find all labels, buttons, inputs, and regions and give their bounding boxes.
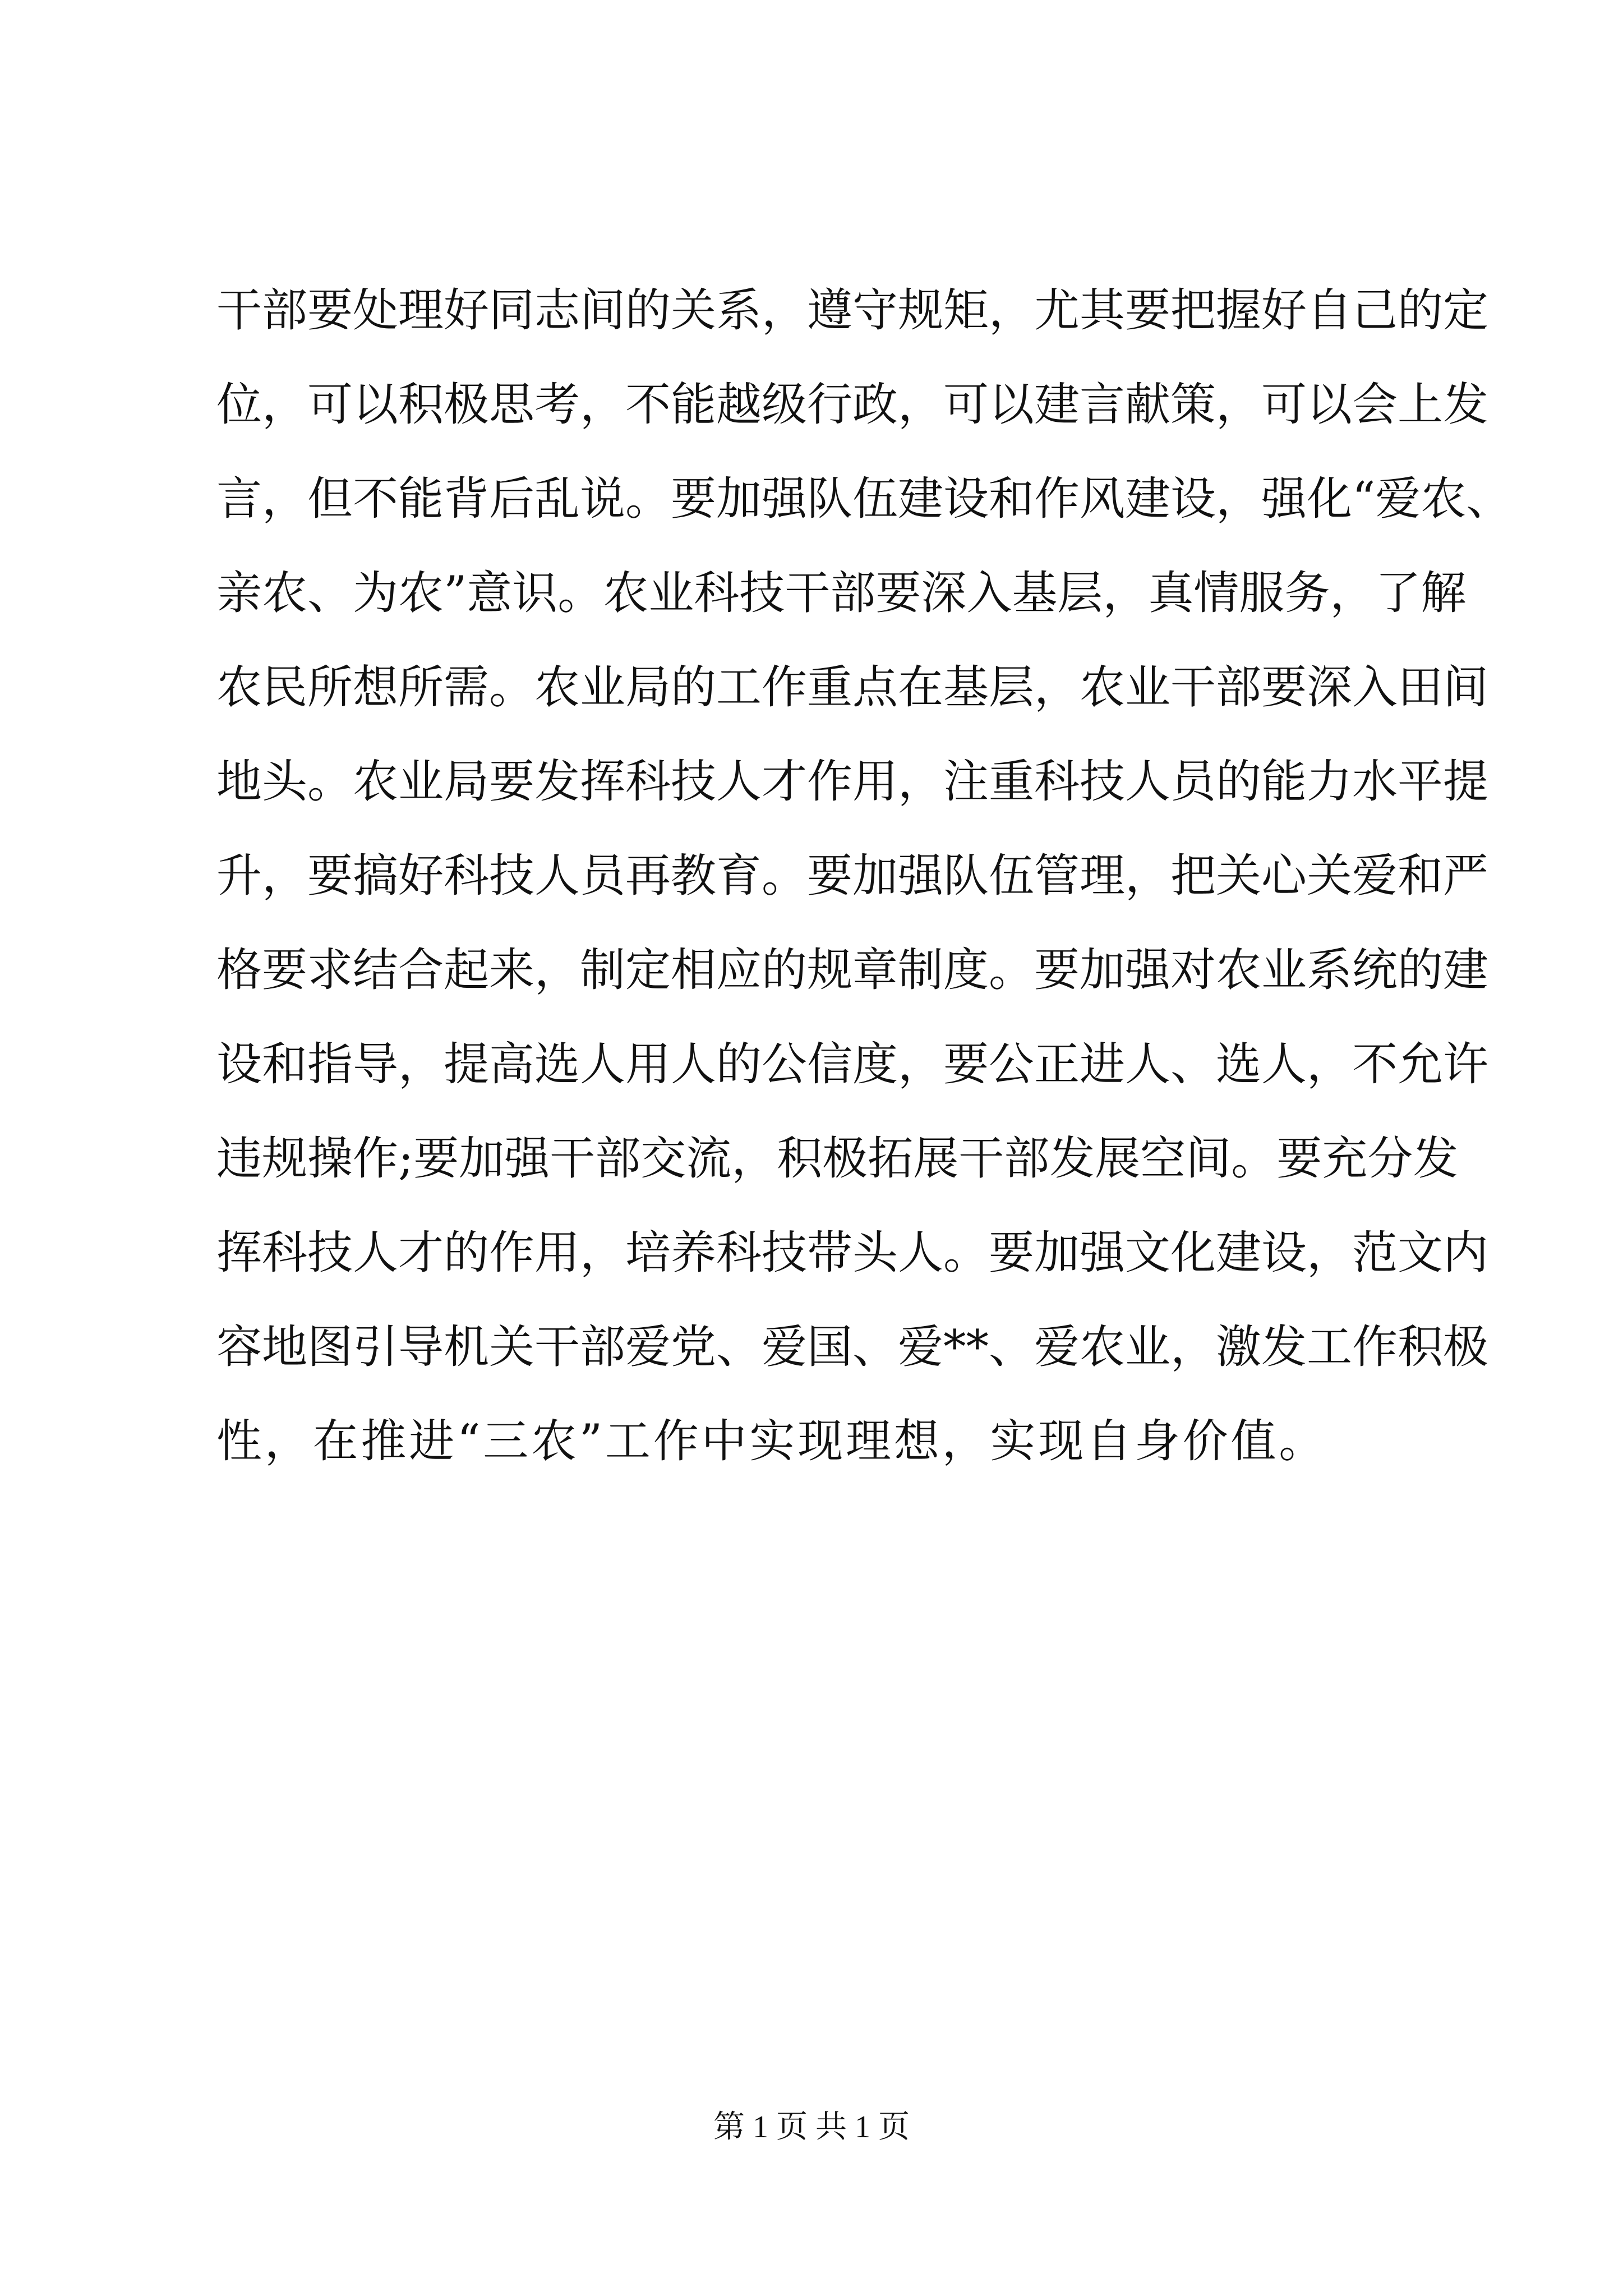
paragraph-line-1: 干部要处理好同志间的关系，遵守规矩，尤其要把握好自己的定	[216, 284, 1489, 337]
paragraph-line-12: 容地图引导机关干部爱党、爱国、爱**、爱农业，激发工作积极	[216, 1321, 1489, 1374]
paragraph-line-13: 性，在推进“三农”工作中实现理想，实现自身价值。	[216, 1415, 1327, 1468]
paragraph-line-3: 言，但不能背后乱说。要加强队伍建设和作风建设，强化“爱农、	[216, 473, 1512, 526]
paragraph-line-5: 农民所想所需。农业局的工作重点在基层，农业干部要深入田间	[216, 661, 1489, 714]
paragraph-line-6: 地头。农业局要发挥科技人才作用，注重科技人员的能力水平提	[216, 756, 1489, 808]
body-paragraph	[216, 264, 1512, 1489]
paragraph-line-4: 亲农、为农”意识。农业科技干部要深入基层，真情服务，了解	[216, 567, 1467, 620]
paragraph-line-8: 格要求结合起来，制定相应的规章制度。要加强对农业系统的建	[216, 944, 1489, 997]
page-number: 第 1 页 共 1 页	[713, 2110, 910, 2145]
paragraph-line-10: 违规操作;要加强干部交流，积极拓展干部发展空间。要充分发	[216, 1133, 1459, 1185]
page-footer	[0, 2105, 1623, 2150]
paragraph-line-7: 升，要搞好科技人员再教育。要加强队伍管理，把关心关爱和严	[216, 850, 1489, 903]
paragraph-line-9: 设和指导，提高选人用人的公信度，要公正进人、选人，不允许	[216, 1038, 1489, 1091]
paragraph-line-11: 挥科技人才的作用，培养科技带头人。要加强文化建设，范文内	[216, 1227, 1489, 1280]
paragraph-line-2: 位，可以积极思考，不能越级行政，可以建言献策，可以会上发	[216, 379, 1489, 431]
